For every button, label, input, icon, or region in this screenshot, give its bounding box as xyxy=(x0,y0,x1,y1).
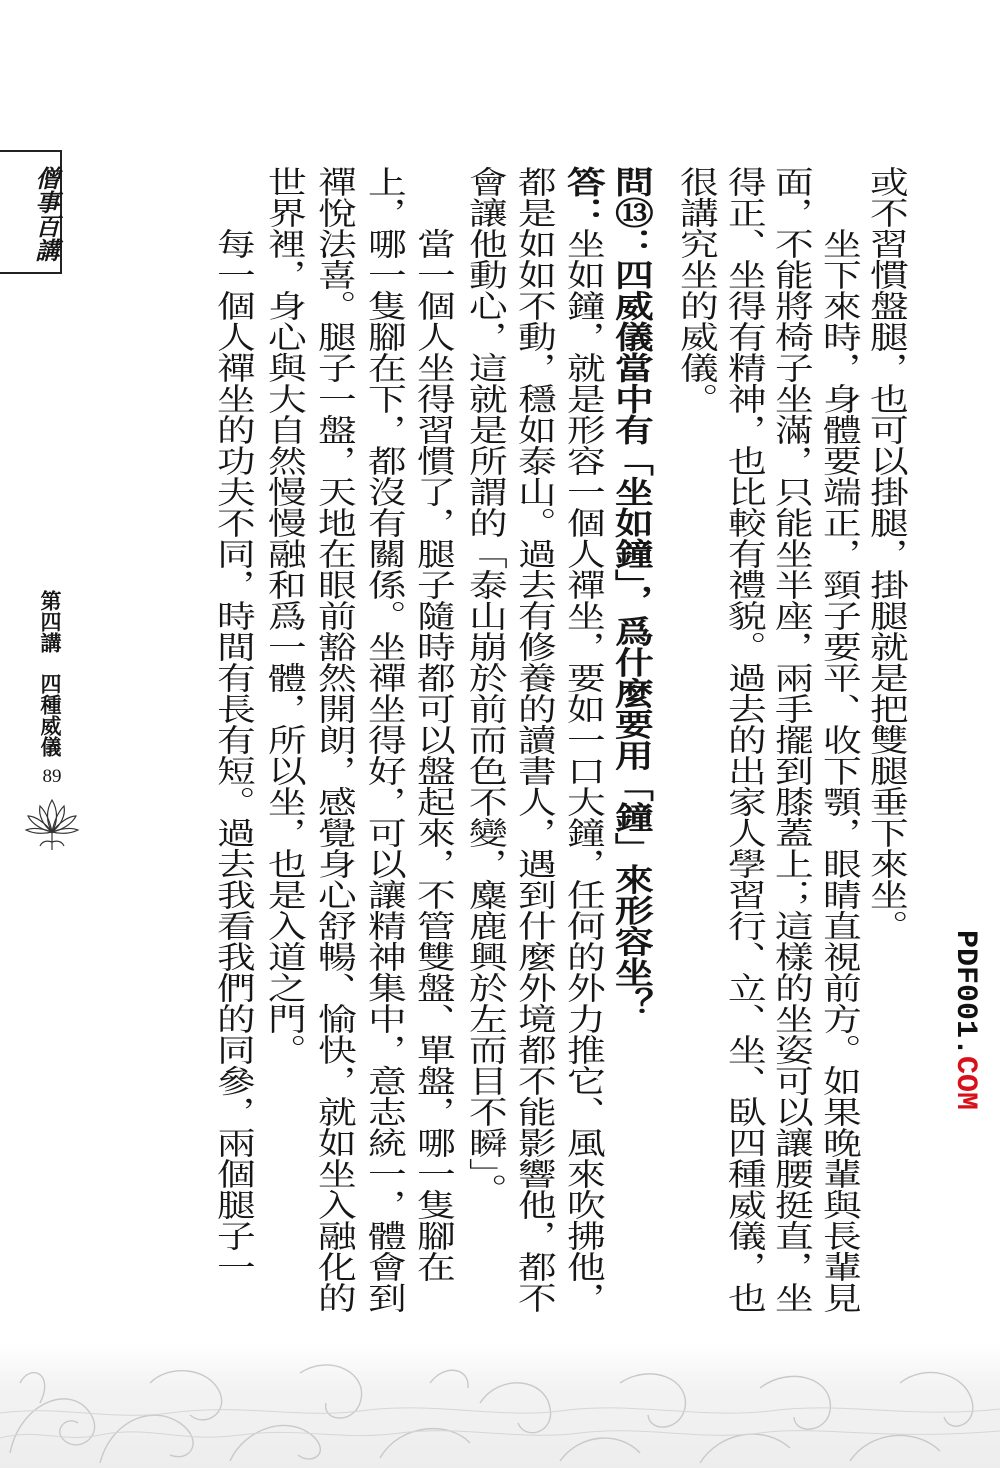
text-column: 很講究坐的威儀。 xyxy=(672,166,718,414)
watermark xyxy=(947,930,983,1110)
text-column: 坐下來時，身體要端正，頸子要平、收下顎，眼睛直視前方。如果晚輩與長輩見 xyxy=(815,228,861,1313)
text-column: 會讓他動心，這就是所謂的「泰山崩於前而色不變，麋鹿興於左而目不瞬」。 xyxy=(461,166,507,1205)
question-heading: 問⑬：四威儀當中有「坐如鐘」，爲什麼要用「鐘」來形容坐？ xyxy=(607,166,653,1019)
chapter-label xyxy=(39,590,61,757)
chapter-title: 四種威儀 xyxy=(38,673,63,757)
text-column: 當一個人坐得習慣了，腿子隨時都可以盤起來，不管雙盤、單盤，哪一隻腳在 xyxy=(409,228,455,1282)
chapter-number: 第四講 xyxy=(38,590,63,653)
text-column: 世界裡，身心與大自然慢慢融和爲一體，所以坐，也是入道之門。 xyxy=(260,166,306,1065)
text-column: 禪悅法喜。腿子一盤，天地在眼前豁然開朗，感覺身心舒暢、愉快，就如坐入融化的 xyxy=(310,166,356,1313)
watermark-part1: PDF001. xyxy=(948,930,982,1057)
text-column: 上，哪一隻腳在下，都沒有關係。坐禪坐得好，可以讓精神集中，意志統一，體會到 xyxy=(360,166,406,1313)
text-column: 面，不能將椅子坐滿，只能坐半座，兩手擺到膝蓋上；這樣的坐姿可以讓腰挺直，坐 xyxy=(767,166,813,1313)
text-column: 或不習慣盤腿，也可以掛腿，掛腿就是把雙腿垂下來坐。 xyxy=(862,166,908,941)
answer-label: 答： xyxy=(559,166,605,228)
decorative-border xyxy=(0,1343,1000,1468)
text-column: 都是如如不動，穩如泰山。過去有修養的讀書人，遇到什麼外境都不能影響他，都不 xyxy=(510,166,556,1313)
answer-text: 坐如鐘，就是形容一個人禪坐，要如一口大鐘，任何的外力推它、風來吹拂他， xyxy=(559,228,605,1313)
text-column: 每一個人禪坐的功夫不同，時間有長有短。過去我看我們的同參，兩個腿子一 xyxy=(209,228,255,1282)
answer-column xyxy=(559,166,605,1313)
text-column: 得正、坐得有精神，也比較有禮貌。過去的出家人學習行、立、坐、臥四種威儀，也 xyxy=(720,166,766,1313)
watermark-part2: COM xyxy=(948,1056,982,1111)
page-number: 89 xyxy=(42,766,62,787)
lotus-icon xyxy=(20,792,84,856)
running-header-title: 僧事百講 xyxy=(31,166,60,262)
